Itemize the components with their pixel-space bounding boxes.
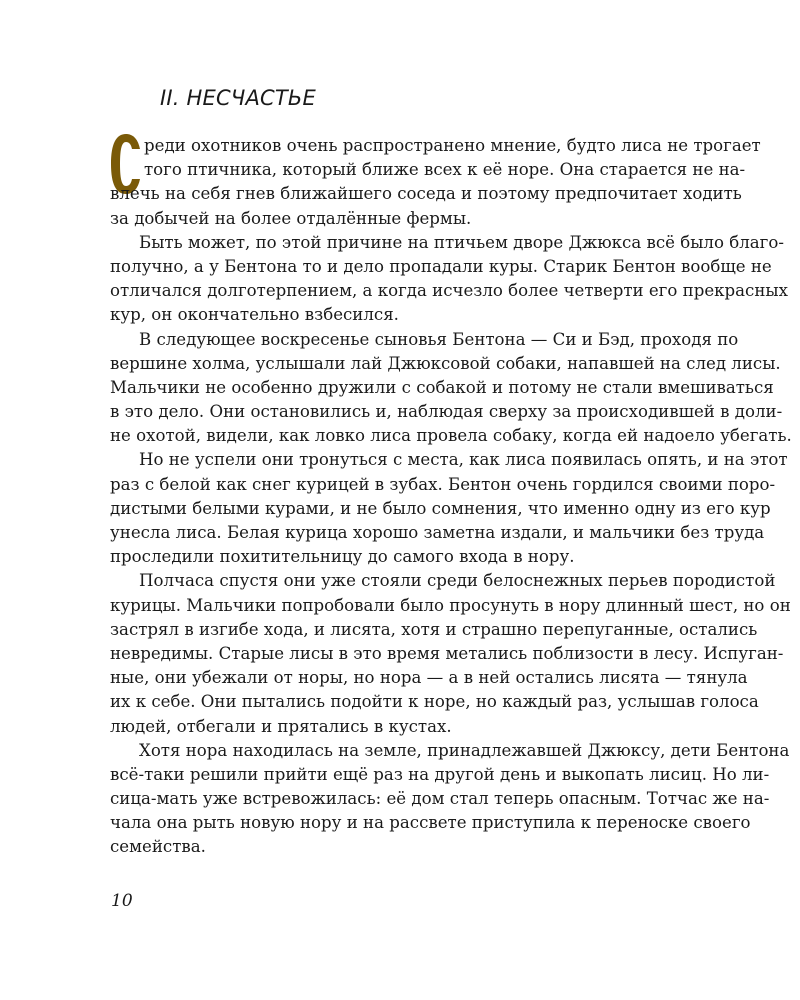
text-line: невредимы. Старые лисы в это время метались поблизости в лесу. Испуган- — [110, 643, 784, 663]
page-number: 10 — [111, 891, 133, 911]
text-line: реди охотников очень распространено мнение, будто лиса не трогает — [144, 136, 761, 155]
text-line: застрял в изгибе хода, и лисята, хотя и страшно перепуганные, остались — [110, 619, 758, 639]
paragraph-5 — [110, 569, 791, 738]
text-line: Полчаса спустя они уже стояли среди белоснежных перьев породистой — [139, 571, 776, 591]
text-line: сица-мать уже встревожилась: её дом стал теперь опасным. Тотчас же на- — [110, 789, 770, 809]
text-line: в это дело. Они остановились и, наблюдая сверху за происходившей в доли- — [110, 402, 783, 422]
text-line: кур, он окончательно взбесился. — [110, 305, 399, 325]
text-line: раз с белой как снег курицей в зубах. Бентон очень гордился своими поро- — [110, 474, 776, 494]
paragraph-1 — [110, 134, 761, 231]
chapter-title: II. НЕСЧАСТЬЕ — [160, 86, 316, 110]
paragraph-4 — [110, 448, 788, 569]
paragraph-6 — [110, 739, 790, 860]
text-line: В следующее воскресенье сыновья Бентона — Си и Бэд, проходя по — [139, 329, 739, 349]
paragraph-2 — [110, 231, 788, 328]
text-line: Хотя нора находилась на земле, принадлежавшей Джюксу, дети Бентона — [139, 740, 790, 760]
text-line: их к себе. Они пытались подойти к норе, но каждый раз, услышав голоса — [110, 692, 759, 712]
text-line: людей, отбегали и прятались в кустах. — [110, 716, 452, 736]
text-line: дистыми белыми курами, и не было сомнения, что именно одну из его кур — [110, 498, 771, 518]
text-line: вершине холма, услышали лай Джюксовой собаки, напавшей на след лисы. — [110, 353, 781, 373]
body-text — [110, 134, 792, 860]
text-line: не охотой, видели, как ловко лиса провела собаку, когда ей надоело убегать. — [110, 426, 792, 446]
text-line: проследили похитительницу до самого входа в нору. — [110, 547, 575, 567]
text-line: унесла лиса. Белая курица хорошо заметна издали, и мальчики без труда — [110, 523, 765, 542]
text-line: Но не успели они тронуться с места, как лиса появилась опять, и на этот — [139, 450, 788, 470]
text-line: Мальчики не особенно дружили с собакой и потому не стали вмешиваться — [110, 377, 774, 397]
text-line: ные, они убежали от норы, но нора — а в ней остались лисята — тянула — [110, 668, 748, 688]
text-line: Быть может, по этой причине на птичьем дворе Джюкса всё было благо- — [139, 232, 784, 252]
text-line: курицы. Мальчики попробовали было просунуть в нору длинный шест, но он — [110, 595, 791, 615]
text-line: того птичника, который ближе всех к её норе. Она старается не на- — [144, 160, 746, 180]
text-line: за добычей на более отдалённые фермы. — [110, 208, 472, 228]
text-line: всё-таки решили прийти ещё раз на другой день и выкопать лисиц. Но ли- — [110, 764, 770, 784]
text-line: влечь на себя гнев ближайшего соседа и поэтому предпочитает ходить — [110, 184, 742, 204]
text-line: отличался долготерпением, а когда исчезло более четверти его прекрасных — [110, 281, 788, 301]
text-line: чала она рыть новую нору и на рассвете приступила к переноске своего — [110, 813, 751, 833]
text-line: семейства. — [110, 837, 206, 857]
text-line: получно, а у Бентона то и дело пропадали куры. Старик Бентон вообще не — [110, 256, 772, 276]
paragraph-3 — [110, 328, 792, 449]
